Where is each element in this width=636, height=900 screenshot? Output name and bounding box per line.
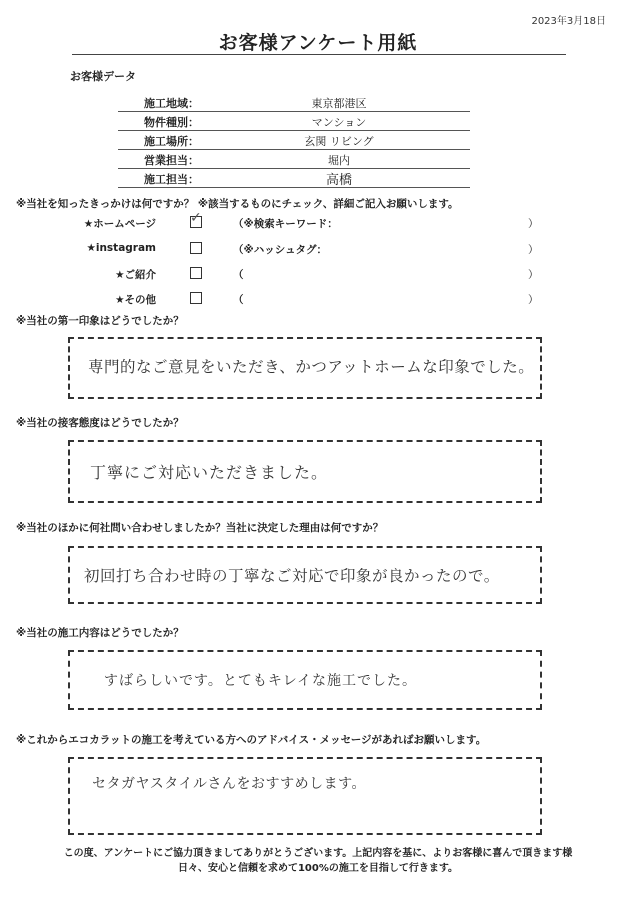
row-label: 施工担当： [144, 173, 199, 186]
title-underline [72, 54, 566, 55]
customer-row-area [118, 93, 470, 112]
option-referral-close: ） [528, 269, 539, 281]
option-other-label: ★その他 [115, 294, 156, 306]
q5-answer-box[interactable] [68, 650, 542, 710]
option-instagram-label: ★instagram [86, 242, 156, 254]
row-value: マンション [311, 116, 367, 129]
q2-answer: 専門的なご意見をいただき、かつアットホームな印象でした。 [88, 358, 535, 376]
row-label: 施工地域： [144, 97, 199, 110]
customer-row-location [118, 131, 470, 150]
option-instagram-close: ） [528, 244, 539, 256]
row-value: 東京都港区 [311, 97, 367, 110]
q3-answer: 丁寧にご対応いただきました。 [90, 463, 329, 482]
customer-data-table [118, 93, 470, 188]
option-instagram-checkbox[interactable] [190, 242, 202, 254]
q5-answer: すばらしいです。とてもキレイな施工でした。 [104, 673, 418, 689]
row-label: 施工場所： [144, 135, 199, 148]
option-homepage-detail: （※検索キーワード： [233, 218, 338, 230]
q1-question: ※当社を知ったきっかけは何ですか？ ※該当するものにチェック、詳細ご記入お願いします。 [16, 198, 459, 210]
customer-row-sales-rep [118, 150, 470, 169]
q5-question: ※当社の施工内容はどうでしたか？ [16, 627, 184, 639]
q4-answer: 初回打ち合わせ時の丁寧なご対応で印象が良かったので。 [84, 567, 500, 585]
checkmark-icon: ✓ [190, 210, 202, 226]
footer-line-1: この度、アンケートにご協力頂きましてありがとうございます。上記内容を基に、よりお客様に喜んで頂きます様 [63, 848, 573, 859]
option-homepage-checkbox[interactable] [190, 210, 202, 228]
option-referral-detail: （ [233, 269, 244, 281]
customer-row-installer [118, 169, 470, 188]
customer-row-property-type [118, 112, 470, 131]
survey-date: 2023年3月18日 [531, 16, 606, 27]
q4-answer-box[interactable] [68, 546, 542, 604]
row-label: 営業担当： [144, 154, 199, 167]
option-instagram-detail: （※ハッシュタグ： [233, 244, 327, 256]
option-homepage-label: ★ホームページ [83, 218, 156, 230]
q3-answer-box[interactable] [68, 440, 542, 503]
row-value: 玄関 リビング [304, 135, 374, 148]
q6-question: ※これからエコカラットの施工を考えている方へのアドバイス・メッセージがあればお願いします。 [16, 734, 487, 746]
q2-question: ※当社の第一印象はどうでしたか？ [16, 315, 184, 327]
q6-answer: セタガヤスタイルさんをおすすめします。 [92, 776, 366, 792]
option-other-checkbox[interactable] [190, 292, 202, 304]
q3-question: ※当社の接客態度はどうでしたか？ [16, 417, 184, 429]
option-other-detail: （ [233, 294, 244, 306]
row-value: 堀内 [328, 154, 350, 167]
row-value-handwritten: 高橋 [325, 173, 352, 188]
q4-question: ※当社のほかに何社問い合わせしましたか？当社に決定した理由は何ですか？ [16, 522, 384, 534]
q2-answer-box[interactable] [68, 337, 542, 399]
row-label: 物件種別： [144, 116, 199, 129]
customer-data-heading: お客様データ [70, 70, 136, 83]
option-homepage-close: ） [528, 218, 539, 230]
footer-line-2: 日々、安心と信頼を求めて100%の施工を目指して行きます。 [177, 863, 459, 874]
option-referral-checkbox[interactable] [190, 267, 202, 279]
option-referral-label: ★ご紹介 [115, 269, 156, 281]
q6-answer-box[interactable] [68, 757, 542, 835]
option-other-close: ） [528, 294, 539, 306]
page-title: お客様アンケート用紙 [218, 32, 418, 54]
